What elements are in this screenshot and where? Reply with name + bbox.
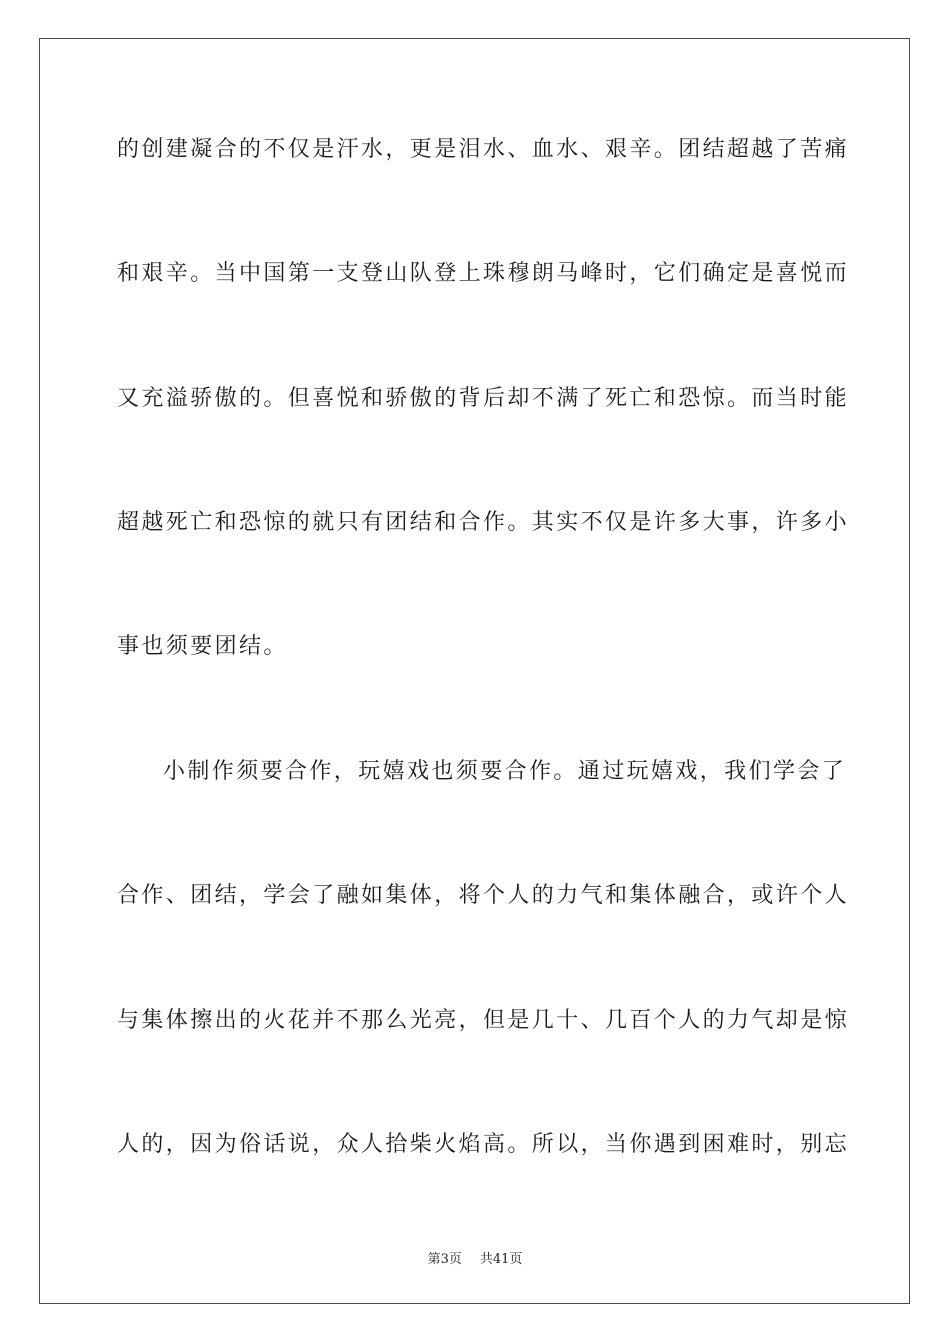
body-line-8: 与集体擦出的火花并不那么光亮，但是几十、几百个人的力气却是惊 xyxy=(117,1008,850,1033)
body-line-3: 又充溢骄傲的。但喜悦和骄傲的背后却不满了死亡和恐惊。而当时能 xyxy=(117,386,850,411)
body-line-9: 人的，因为俗话说，众人拾柴火焰高。所以，当你遇到困难时，别忘 xyxy=(117,1132,850,1157)
body-line-7: 合作、团结，学会了融如集体，将个人的力气和集体融合，或许个人 xyxy=(117,883,850,908)
page-border xyxy=(39,38,910,1304)
body-line-1: 的创建凝合的不仅是汗水，更是泪水、血水、艰辛。团结超越了苦痛 xyxy=(117,137,850,162)
page-number: 第3页 xyxy=(427,1252,462,1267)
body-line-2: 和艰辛。当中国第一支登山队登上珠穆朗马峰时，它们确定是喜悦而 xyxy=(117,261,850,286)
body-line-5: 事也须要团结。 xyxy=(117,634,288,659)
page-total: 共41页 xyxy=(479,1252,523,1267)
body-line-6: 小制作须要合作，玩嬉戏也须要合作。通过玩嬉戏，我们学会了 xyxy=(163,759,847,784)
body-line-4: 超越死亡和恐惊的就只有团结和合作。其实不仅是许多大事，许多小 xyxy=(117,510,850,535)
page-footer xyxy=(0,1248,950,1267)
